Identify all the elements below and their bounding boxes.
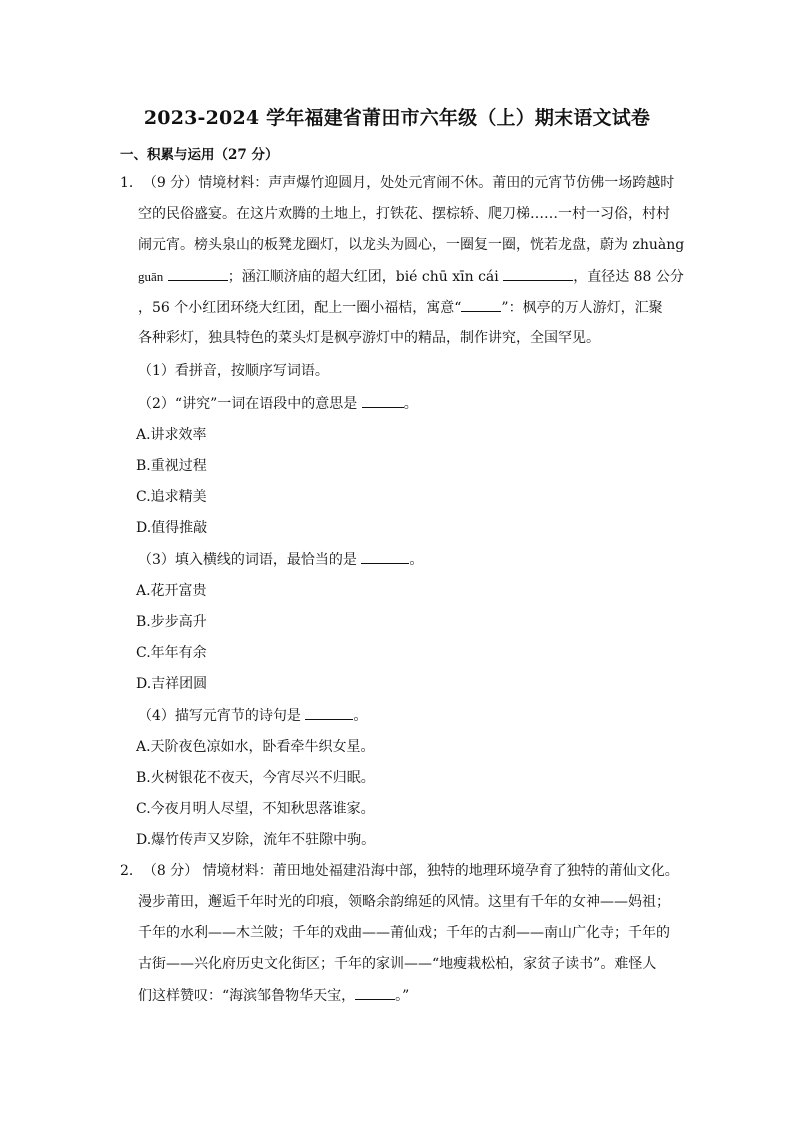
sub-question-1: （1）看拼音，按顺序写词语。: [138, 363, 329, 379]
question-1-line-3: 闹元宵。榜头泉山的板凳龙圈灯，以龙头为圆心，一圈复一圈，恍若龙盘，蔚为 zhuàng: [138, 237, 685, 253]
question-text: ，56 个小红团环绕大红团，配上一圈小福桔，寓意“: [138, 300, 462, 316]
answer-blank[interactable]: [355, 985, 395, 1000]
option-3b[interactable]: B.步步高升: [136, 614, 207, 630]
question-number: 2．: [120, 863, 143, 879]
answer-blank[interactable]: [305, 705, 353, 720]
question-1-line-1: [120, 173, 674, 193]
pinyin-text: guān: [138, 269, 164, 284]
answer-blank[interactable]: [361, 549, 409, 564]
sub-question-4: [138, 705, 367, 726]
question-text: （9 分）情境材料：声声爆竹迎圆月，处处元宵闹不休。莆田的元宵节仿佛一场跨越时: [142, 175, 675, 191]
option-4a[interactable]: A.天阶夜色凉如水，卧看牵牛织女星。: [136, 739, 375, 755]
option-3a[interactable]: A.花开富贵: [136, 583, 207, 599]
sub-question-3: [138, 549, 423, 570]
question-text: ”：枫亭的万人游灯，汇聚: [501, 300, 663, 316]
question-text: ；涵江顺济庙的超大红团，bié chū xīn cái: [227, 269, 499, 285]
period: 。: [403, 396, 418, 412]
option-2b[interactable]: B.重视过程: [136, 458, 207, 474]
question-text: 们这样赞叹：“海滨邹鲁物华天宝，: [138, 988, 356, 1004]
option-3d[interactable]: D.吉祥团圆: [136, 676, 208, 692]
question-2-line-1: [120, 861, 679, 881]
sub-question-text: （3）填入横线的词语，最恰当的是: [138, 552, 357, 568]
question-1-line-5: [138, 297, 663, 318]
question-number: 1．: [120, 175, 143, 191]
sub-question-text: （4）描写元宵节的诗句是: [138, 708, 301, 724]
answer-blank[interactable]: [503, 266, 573, 281]
option-4b[interactable]: B.火树银花不夜天，今宵尽兴不归眠。: [136, 770, 375, 786]
section-heading: 一、积累与运用（27 分）: [120, 147, 279, 163]
answer-blank[interactable]: [168, 266, 228, 281]
question-2-line-3: 千年的水利——木兰陂；千年的戏曲——莆仙戏；千年的古刹——南山广化寺；千年的: [138, 925, 670, 941]
question-text: （8 分） 情境材料：莆田地处福建沿海中部，独特的地理环境孕育了独特的莆仙文化。: [142, 863, 679, 879]
question-1-line-4: [138, 266, 684, 287]
question-2-line-5: [138, 985, 409, 1006]
question-1-line-2: 空的民俗盛宴。在这片欢腾的土地上，打铁花、摆棕轿、爬刀梯……一村一习俗，村村: [138, 206, 670, 222]
option-4d[interactable]: D.爆竹传声又岁除，流年不驻隙中驹。: [136, 832, 376, 848]
option-2d[interactable]: D.值得推敲: [136, 520, 208, 536]
answer-blank[interactable]: [461, 297, 501, 312]
exam-title: 2023-2024 学年福建省莆田市六年级（上）期末语文试卷: [143, 107, 651, 129]
option-2a[interactable]: A.讲求效率: [136, 427, 207, 443]
period: 。: [353, 708, 368, 724]
sub-question-2: [138, 393, 418, 414]
question-2-line-2: 漫步莆田，邂逅千年时光的印痕，领略余韵绵延的风情。这里有千年的女神——妈祖；: [138, 894, 670, 910]
answer-blank[interactable]: [362, 393, 404, 408]
question-text: ，直径达 88 公分: [573, 269, 684, 285]
question-text: 。”: [395, 988, 410, 1004]
option-4c[interactable]: C.今夜月明人尽望，不知秋思落谁家。: [136, 801, 375, 817]
sub-question-text: （2）“讲究”一词在语段中的意思是: [138, 396, 358, 412]
option-2c[interactable]: C.追求精美: [136, 489, 207, 505]
question-1-line-6: 各种彩灯，独具特色的菜头灯是枫亭游灯中的精品，制作讲究，全国罕见。: [138, 330, 600, 346]
period: 。: [409, 552, 424, 568]
option-3c[interactable]: C.年年有余: [136, 645, 207, 661]
question-2-line-4: 古街——兴化府历史文化街区；千年的家训——“地瘦栽松柏，家贫子读书”。难怪人: [138, 956, 657, 972]
